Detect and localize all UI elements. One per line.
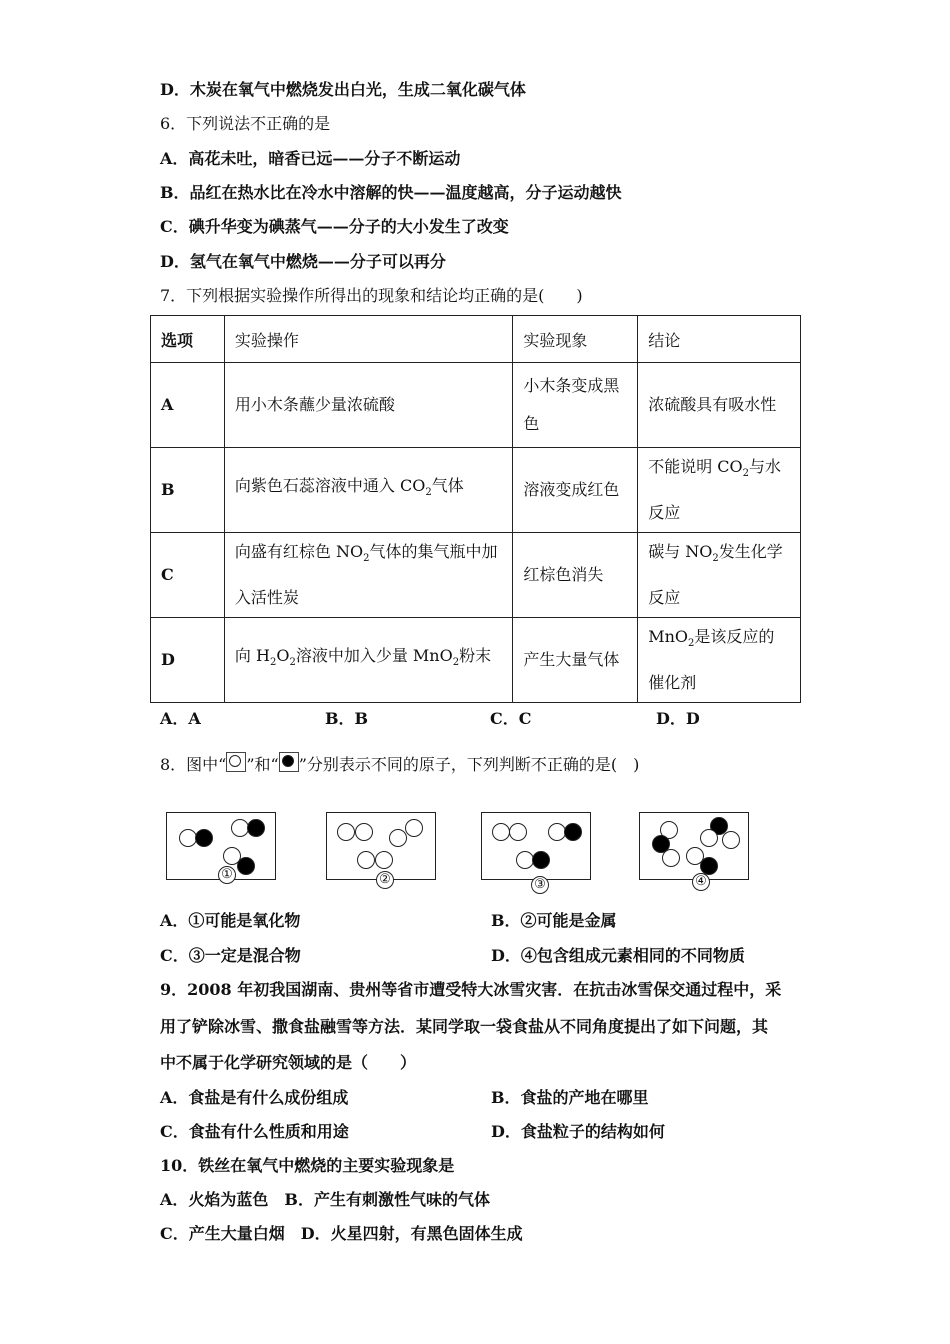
- q9-stem-line-1: 9．2008 年初我国湖南、贵州等省市遭受特大冰雪灾害．在抗击冰雪保交通过程中，采: [160, 980, 782, 999]
- q7-answer-d: D．D: [656, 709, 700, 728]
- q7-answer-a: A．A: [160, 709, 201, 728]
- q8-option-c: C．③一定是混合物: [160, 946, 301, 965]
- q7-answer-c: C．C: [490, 709, 532, 728]
- q10-options-ab: A．火焰为蓝色 B．产生有刺激性气味的气体: [160, 1190, 490, 1209]
- q9-stem-line-2: 用了铲除冰雪、撒食盐融雪等方法．某同学取一袋食盐从不同角度提出了如下问题，其: [160, 1017, 769, 1036]
- table-header-row: [151, 316, 801, 363]
- row-option: A: [151, 363, 225, 448]
- q7-stem: 7．下列根据实验操作所得出的现象和结论均正确的是( ): [160, 286, 583, 305]
- q10-stem: 10．铁丝在氧气中燃烧的主要实验现象是: [160, 1156, 455, 1175]
- q7-answer-b: B．B: [325, 709, 369, 728]
- diagram-4-box: [639, 812, 749, 880]
- table-row: [151, 448, 801, 533]
- q9-option-d: D．食盐粒子的结构如何: [491, 1122, 665, 1141]
- q9-option-c: C．食盐有什么性质和用途: [160, 1122, 349, 1141]
- q10-options-cd: C．产生大量白烟 D．火星四射，有黑色固体生成: [160, 1224, 523, 1243]
- row-operation: 向紫色石蕊溶液中通入 $CO_2$气体: [224, 448, 512, 533]
- q9-option-b: B．食盐的产地在哪里: [491, 1088, 649, 1107]
- row-operation: 用小木条蘸少量浓硫酸: [224, 363, 512, 448]
- table-row: [151, 533, 801, 618]
- q8-stem: 8．图中“ ”和“ ”分别表示不同的原子，下列判断不正确的是( ): [160, 752, 639, 775]
- row-operation: 向 $H_2O_2$溶液中加入少量 MnO$_2$粉末: [224, 618, 512, 703]
- header-option: 选项: [151, 316, 225, 363]
- row-phenomenon: 溶液变成红色: [513, 448, 638, 533]
- row-conclusion: 碳与 $NO_2$发生化学反应: [638, 533, 801, 618]
- header-conclusion: 结论: [638, 316, 801, 363]
- diagram-4-label: ④: [692, 873, 710, 891]
- q8-option-d: D．④包含组成元素相同的不同物质: [491, 946, 745, 965]
- row-conclusion: MnO$_2$是该反应的催化剂: [638, 618, 801, 703]
- q5-option-d: D．木炭在氧气中燃烧发出白光，生成二氧化碳气体: [160, 80, 526, 99]
- table-row: [151, 618, 801, 703]
- q7-table: [150, 315, 801, 703]
- q6-stem: 6．下列说法不正确的是: [160, 114, 331, 133]
- q6-option-d: D．氢气在氧气中燃烧——分子可以再分: [160, 252, 446, 271]
- q8-option-b: B．②可能是金属: [491, 911, 617, 930]
- header-operation: 实验操作: [224, 316, 512, 363]
- diagram-3-box: [481, 812, 591, 880]
- row-operation: 向盛有红棕色 $NO_2$气体的集气瓶中加入活性炭: [224, 533, 512, 618]
- diagram-2-box: [326, 812, 436, 880]
- row-phenomenon: 红棕色消失: [513, 533, 638, 618]
- table-row: [151, 363, 801, 448]
- header-phenomenon: 实验现象: [513, 316, 638, 363]
- row-option: B: [151, 448, 225, 533]
- q6-option-a: A．高花未吐，暗香已远——分子不断运动: [160, 149, 461, 168]
- diagram-3-label: ③: [531, 876, 549, 894]
- q6-option-c: C．碘升华变为碘蒸气——分子的大小发生了改变: [160, 217, 509, 236]
- q9-option-a: A．食盐是有什么成份组成: [160, 1088, 349, 1107]
- row-phenomenon: 小木条变成黑色: [513, 363, 638, 448]
- diagram-1-label: ①: [218, 866, 236, 884]
- row-phenomenon: 产生大量气体: [513, 618, 638, 703]
- row-conclusion: 不能说明 $CO_2$与水反应: [638, 448, 801, 533]
- q8-option-a: A．①可能是氧化物: [160, 911, 301, 930]
- open-atom-icon: [226, 752, 246, 772]
- q9-stem-line-3: 中不属于化学研究领域的是（ ）: [160, 1053, 417, 1072]
- row-conclusion: 浓硫酸具有吸水性: [638, 363, 801, 448]
- filled-atom-icon: [279, 752, 299, 772]
- row-option: D: [151, 618, 225, 703]
- row-option: C: [151, 533, 225, 618]
- diagram-2-label: ②: [376, 871, 394, 889]
- q6-option-b: B．品红在热水比在冷水中溶解的快——温度越高，分子运动越快: [160, 183, 622, 202]
